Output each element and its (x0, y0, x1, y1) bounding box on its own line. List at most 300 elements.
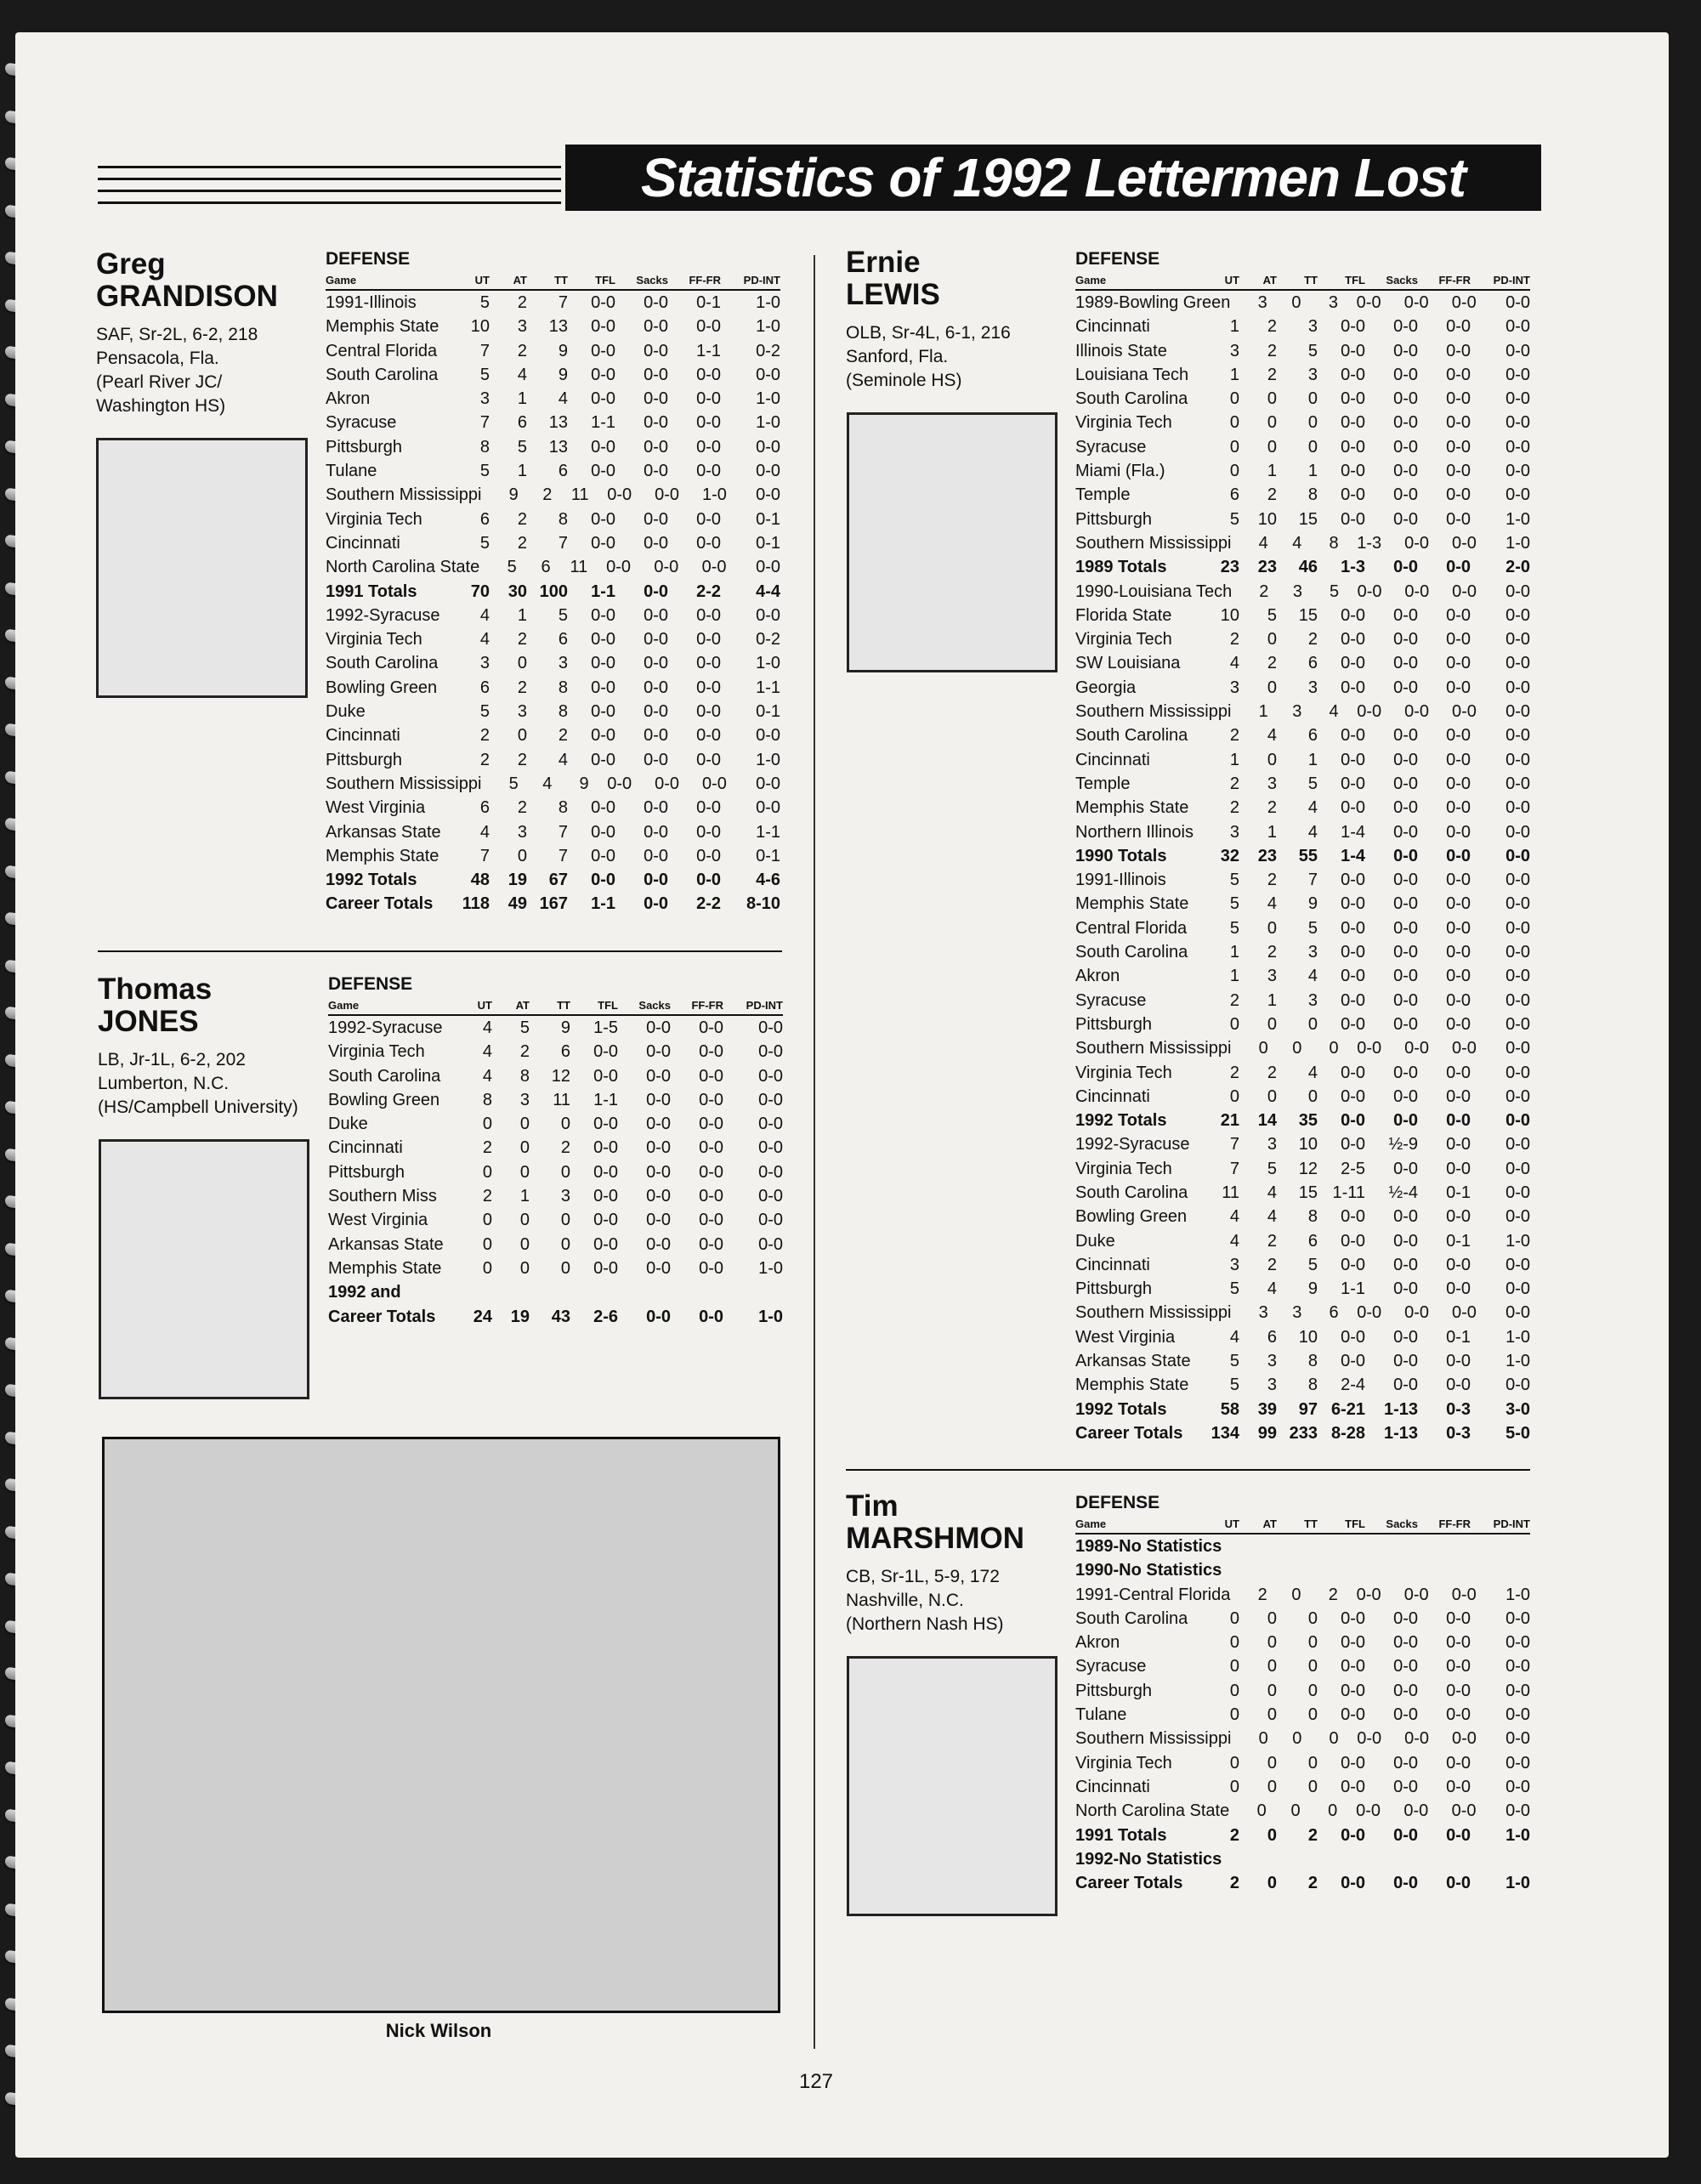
stat-cell: 2 (479, 750, 490, 769)
stat-cell: 48 (470, 871, 490, 890)
stat-cell: 0-0 (1357, 1729, 1382, 1749)
stat-cell: 0-2 (756, 341, 780, 360)
stats-row (1075, 291, 1530, 315)
player-info (98, 1048, 298, 1120)
stat-cell: 0-0 (1341, 1063, 1365, 1082)
stat-cell: 0-0 (696, 413, 721, 433)
stat-cell: 0-0 (1446, 1086, 1471, 1106)
game-cell: 1992-Syracuse (328, 1018, 443, 1037)
stat-cell: 24 (473, 1307, 492, 1326)
game-cell: Career Totals (1075, 1874, 1183, 1893)
stat-cell: 0-0 (1505, 1063, 1530, 1082)
stat-cell: 167 (539, 894, 568, 914)
stat-cell: 0-0 (1341, 1231, 1365, 1251)
stat-cell: 0-0 (591, 389, 615, 409)
stat-cell: 0-0 (1505, 1705, 1530, 1725)
stat-cell: 2 (1267, 871, 1277, 890)
stat-cell: 2 (1267, 1255, 1277, 1274)
stat-cell: 4 (1329, 702, 1339, 722)
stat-cell: 0-0 (1446, 317, 1471, 337)
stat-cell: 0-0 (1341, 1111, 1365, 1131)
stat-cell: 0-0 (655, 485, 679, 505)
stats-row (1075, 1373, 1530, 1397)
stat-cell: 0-0 (1446, 846, 1471, 865)
stat-cell: 0-1 (1446, 1183, 1471, 1202)
stat-cell: 0-0 (756, 365, 780, 384)
stat-cell: 4-6 (756, 871, 780, 890)
column-header: Sacks (636, 274, 668, 286)
stat-cell: 1-1 (756, 822, 780, 842)
stat-cell: 0 (1292, 1039, 1302, 1058)
stats-row (1075, 435, 1530, 459)
stat-cell: 0 (517, 654, 527, 673)
stat-cell: 0-0 (1393, 1327, 1418, 1347)
stat-cell (618, 1280, 671, 1304)
stat-cell: 0 (1267, 1608, 1277, 1628)
stat-cell (1475, 1847, 1530, 1871)
stat-cell: 5 (1229, 1376, 1239, 1395)
stats-row (326, 435, 780, 459)
stat-cell: 0 (1267, 750, 1277, 769)
stat-cell: 0-0 (1505, 630, 1530, 650)
stat-cell: 0-0 (591, 654, 615, 673)
stats-row (326, 868, 780, 892)
stat-cell: 0-0 (646, 1187, 671, 1206)
stat-cell: 0-0 (1393, 1159, 1418, 1178)
stat-cell: 0-0 (593, 1234, 618, 1254)
game-cell: Memphis State (1075, 1376, 1189, 1395)
stats-row (328, 1305, 783, 1329)
stats-row (328, 1016, 783, 1040)
stat-cell: 2 (1229, 630, 1239, 650)
game-cell: Cincinnati (1075, 1086, 1150, 1106)
stat-cell: 0-0 (1341, 918, 1365, 938)
stat-cell: 4 (1258, 533, 1268, 553)
stats-row (1075, 1421, 1530, 1445)
stat-cell: 0-0 (646, 1258, 671, 1278)
stat-cell: 0-0 (1446, 822, 1471, 842)
stat-cell: 0-0 (758, 1115, 783, 1134)
stat-cell: 0 (1307, 1633, 1318, 1653)
stat-cell: 2 (517, 293, 527, 312)
game-cell: Syracuse (1075, 437, 1147, 457)
stat-cell: 2 (1229, 1825, 1239, 1845)
column-header: UT (477, 999, 492, 1012)
stat-cell (1333, 1534, 1377, 1558)
stat-cell: 0-0 (1505, 846, 1530, 865)
stat-cell: 0-0 (1505, 1657, 1530, 1676)
stat-cell: 67 (548, 871, 568, 890)
column-header: UT (1224, 1517, 1239, 1530)
stat-cell: 1 (1229, 750, 1239, 769)
game-cell: 1990-No Statistics (1075, 1561, 1222, 1580)
stat-cell: 0-0 (591, 293, 615, 312)
stat-cell: 5 (1267, 605, 1277, 625)
stat-cell: 2 (517, 509, 527, 529)
stat-cell: 1 (1229, 943, 1239, 962)
stats-row (1075, 1277, 1530, 1301)
stat-cell: 0-0 (1446, 1825, 1471, 1845)
stat-cell: 0-0 (696, 509, 721, 529)
stat-cell: 0-0 (591, 798, 615, 818)
stat-cell: 0-0 (696, 630, 721, 650)
stats-row (326, 315, 780, 338)
stats-row (326, 844, 780, 868)
stat-cell: 0-0 (1446, 1279, 1471, 1299)
stat-cell: 1 (519, 1187, 530, 1206)
stat-cell (723, 1280, 783, 1304)
game-cell: 1992 Totals (1075, 1399, 1167, 1419)
stat-cell: 0-0 (1403, 1585, 1429, 1604)
game-cell: Miami (Fla.) (1075, 462, 1165, 481)
player-info (96, 323, 258, 418)
stats-row (1075, 772, 1530, 796)
stats-row (326, 531, 780, 555)
stat-cell: 3 (1267, 967, 1277, 986)
stat-cell: 0-0 (1393, 558, 1418, 577)
stats-row (1075, 1013, 1530, 1036)
stat-cell: 3 (1307, 943, 1318, 962)
stat-cell: 9 (579, 774, 589, 793)
stat-cell: 1-1 (1341, 1279, 1365, 1299)
stat-cell: 0-0 (1446, 798, 1471, 818)
column-header: AT (1262, 274, 1277, 286)
stat-cell: 2 (1229, 1063, 1239, 1082)
game-cell: Pittsburgh (328, 1162, 405, 1182)
stat-cell: 3 (560, 1187, 570, 1206)
stats-row (326, 555, 780, 579)
stat-cell: 0 (560, 1258, 570, 1278)
stats-row (328, 1160, 783, 1184)
stat-cell: 0-0 (699, 1018, 723, 1037)
stat-cell: 1-1 (593, 1090, 618, 1109)
stat-cell: 4 (482, 1042, 492, 1062)
stat-cell: 0 (1329, 1729, 1339, 1749)
stat-cell: 2 (519, 1042, 530, 1062)
column-divider (814, 255, 815, 2049)
player-name (98, 973, 212, 1038)
stat-cell: 35 (1298, 1111, 1318, 1131)
stats-row (1075, 555, 1530, 579)
stat-cell: 8 (1307, 485, 1318, 505)
stat-cell: 2 (517, 678, 527, 697)
stat-cell: 0-0 (591, 846, 615, 865)
game-cell: Cincinnati (326, 533, 400, 553)
stat-cell: 0-0 (1341, 774, 1365, 793)
stat-cell: 0 (1307, 1014, 1318, 1034)
stat-cell: 0 (1267, 413, 1277, 433)
stat-cell (1222, 1534, 1260, 1558)
stat-cell: 0-0 (1393, 1279, 1418, 1299)
stat-cell (1260, 1534, 1295, 1558)
stat-cell: 0-0 (1393, 1608, 1418, 1628)
stat-cell: 0-0 (1446, 774, 1471, 793)
stat-cell: 0-0 (1505, 822, 1530, 842)
stat-cell: 5 (1307, 341, 1318, 360)
stat-cell: 0 (1229, 413, 1239, 433)
column-header: TFL (1345, 274, 1365, 286)
stat-cell: 23 (1257, 846, 1277, 865)
stat-cell: 0-0 (1505, 871, 1530, 890)
stat-cell: 0-0 (1446, 365, 1471, 384)
stat-cell: 0-0 (607, 485, 632, 505)
stat-cell: 0-0 (696, 750, 721, 769)
game-cell: West Virginia (328, 1211, 428, 1230)
stat-cell: 0-0 (1505, 1039, 1530, 1058)
stat-cell: 0 (1256, 1801, 1267, 1821)
stat-cell: 0-0 (1505, 1159, 1530, 1178)
stat-cell: 0 (519, 1258, 530, 1278)
stat-cell: 13 (548, 317, 568, 337)
stat-cell: 4 (1267, 726, 1277, 746)
stat-cell: 0-0 (593, 1138, 618, 1158)
stat-cell: 0 (1307, 1657, 1318, 1676)
stat-cell: 0-0 (646, 1234, 671, 1254)
stat-cell: 0-0 (1393, 1086, 1418, 1106)
stat-cell: 0-0 (1505, 726, 1530, 746)
stat-cell: 233 (1289, 1423, 1318, 1443)
stat-cell: 5 (479, 365, 490, 384)
player-photo (99, 1139, 309, 1399)
stat-cell: 0-0 (1451, 533, 1477, 553)
stat-cell: 0 (1229, 1753, 1239, 1773)
stat-cell: 5 (479, 533, 490, 553)
game-cell: Southern Mississippi (326, 485, 482, 505)
stat-cell: 0-0 (1452, 581, 1477, 601)
column-header: AT (1262, 1517, 1277, 1530)
column-header: Game (328, 999, 360, 1012)
stat-cell: 1 (517, 462, 527, 481)
stat-cell: 1 (1307, 462, 1318, 481)
stat-cell: 0 (1267, 678, 1277, 697)
stat-cell: 0-0 (1404, 702, 1429, 722)
stat-cell: 2 (1307, 1874, 1318, 1893)
stat-cell: 0-0 (1393, 1633, 1418, 1653)
stat-cell: 0-0 (591, 822, 615, 842)
stat-cell: 0-0 (591, 317, 615, 337)
stat-cell: 0-2 (756, 630, 780, 650)
hometown-line: Pensacola, Fla. (96, 349, 219, 368)
stat-cell: 0-0 (1505, 1801, 1531, 1821)
stat-cell: 4 (1229, 654, 1239, 673)
stat-cell: 1-0 (756, 654, 780, 673)
stat-cell: 1-0 (756, 317, 780, 337)
stat-cell: 0-0 (644, 822, 668, 842)
stat-cell: 1-11 (1332, 1183, 1365, 1202)
stat-cell: 19 (507, 871, 527, 890)
stat-cell: 0-0 (1446, 654, 1471, 673)
game-cell: South Carolina (1075, 1183, 1188, 1202)
stat-cell: 0-0 (644, 702, 668, 722)
game-cell: Northern Illinois (1075, 822, 1194, 842)
game-cell: Southern Mississippi (1075, 702, 1232, 722)
stats-header (1075, 272, 1530, 291)
stat-cell: 0-1 (756, 509, 780, 529)
stat-cell: 4 (558, 750, 568, 769)
stat-cell: 0-0 (1505, 365, 1530, 384)
hometown-line: Sanford, Fla. (846, 347, 949, 366)
title-rule (98, 190, 561, 192)
game-cell: 1992-No Statistics (1075, 1849, 1222, 1869)
stat-cell: 2 (1229, 774, 1239, 793)
stat-cell: 0-0 (593, 1258, 618, 1278)
stats-row (1075, 989, 1530, 1013)
stat-cell: 0-0 (1505, 1681, 1530, 1700)
first-name: Greg (96, 247, 166, 281)
stat-cell: 8 (1307, 1207, 1318, 1227)
column-header: Game (1075, 274, 1107, 286)
stat-cell: 2 (1307, 1825, 1318, 1845)
stat-cell: 0-0 (1446, 1014, 1471, 1034)
column-header: FF-FR (691, 999, 723, 1012)
stat-cell: 0-0 (696, 389, 721, 409)
stat-cell: 8-28 (1330, 1423, 1365, 1443)
last-name: JONES (98, 1005, 199, 1038)
stats-row (1075, 580, 1530, 604)
stats-row (1075, 796, 1530, 820)
stat-cell: 0-0 (1451, 293, 1477, 312)
stats-row (1075, 1679, 1530, 1703)
game-cell: Virginia Tech (328, 1042, 425, 1062)
stat-cell: 0-0 (1446, 1705, 1471, 1725)
stats-row (1075, 1109, 1530, 1132)
stat-cell: 0-0 (1403, 1801, 1429, 1821)
stat-cell (1426, 1847, 1475, 1871)
stat-cell: 0-0 (1393, 630, 1418, 650)
stat-cell: 0-0 (1393, 1111, 1418, 1131)
stat-cell: 0 (1229, 1086, 1239, 1106)
game-cell: 1991 Totals (1075, 1825, 1167, 1845)
column-header: Sacks (638, 999, 671, 1012)
stats-header (326, 272, 780, 291)
stat-cell: 0-0 (1505, 750, 1530, 769)
stat-cell: 0-0 (756, 437, 780, 457)
stats-row (1075, 1534, 1530, 1558)
stat-cell: 2 (1267, 365, 1277, 384)
game-cell: West Virginia (1075, 1327, 1176, 1347)
section-rule (846, 1469, 1530, 1471)
stat-cell: 4 (1267, 1207, 1277, 1227)
stat-cell: 2 (517, 750, 527, 769)
stats-row (1075, 508, 1530, 531)
stat-cell: 0-0 (696, 822, 721, 842)
stat-cell: 0-0 (1341, 1608, 1365, 1628)
stat-cell: 0-0 (696, 317, 721, 337)
stat-cell: 14 (1257, 1111, 1277, 1131)
stat-cell: 0-0 (1505, 1633, 1530, 1653)
stat-cell: 0-0 (699, 1138, 723, 1158)
stat-cell: 0-0 (1451, 1039, 1477, 1058)
stat-cell (1260, 1847, 1295, 1871)
game-cell: Memphis State (326, 846, 439, 865)
stat-cell: 0 (1307, 1681, 1318, 1700)
stat-cell: 2 (1257, 1585, 1267, 1604)
stat-cell: 0-0 (1505, 1135, 1530, 1154)
stat-cell: 0 (1291, 1585, 1301, 1604)
stats-row (1075, 1301, 1530, 1325)
stat-cell: 8 (479, 437, 490, 457)
stat-cell: 0-0 (701, 558, 727, 577)
stat-cell: 0-0 (756, 462, 780, 481)
stat-cell: 0-0 (644, 846, 668, 865)
column-header: FF-FR (1438, 274, 1471, 286)
stat-cell: 0-0 (1505, 990, 1530, 1010)
stat-cell: 2-2 (696, 581, 721, 601)
stat-cell: 2 (1307, 630, 1318, 650)
stat-cell: 0-0 (1341, 509, 1365, 529)
column-header: AT (513, 274, 527, 286)
stat-cell: 0-0 (758, 1234, 783, 1254)
first-name: Thomas (98, 973, 213, 1006)
section-label: DEFENSE (326, 249, 411, 269)
stat-cell: 0-0 (1341, 750, 1365, 769)
stat-cell: 118 (462, 894, 490, 914)
stats-row (326, 651, 780, 675)
stat-cell: 0 (1328, 1801, 1338, 1821)
stat-cell: 0-0 (646, 1066, 671, 1086)
stat-cell: 5 (1229, 918, 1239, 938)
stats-row (1075, 1775, 1530, 1799)
game-cell: 1989-Bowling Green (1075, 293, 1231, 312)
stat-cell: 2 (517, 341, 527, 360)
game-cell: Cincinnati (1075, 750, 1150, 769)
stat-cell: 11 (553, 1090, 570, 1109)
stat-cell: 5 (519, 1018, 530, 1037)
stat-cell: 13 (548, 413, 568, 433)
stat-cell: 8-10 (746, 894, 780, 914)
game-cell: Central Florida (1075, 918, 1188, 938)
stats-row (326, 411, 780, 434)
column-header: FF-FR (1438, 1517, 1471, 1530)
stat-cell: 11 (1222, 1183, 1239, 1202)
game-cell: Memphis State (1075, 798, 1189, 818)
stat-cell: 15 (1298, 509, 1318, 529)
game-cell: Louisiana Tech (1075, 365, 1189, 384)
stat-cell: 43 (551, 1307, 570, 1326)
stat-cell: 0-0 (1451, 702, 1477, 722)
stat-cell: 0-0 (1393, 726, 1418, 746)
stat-cell: 0-0 (758, 1187, 783, 1206)
stats-row (326, 748, 780, 772)
stat-cell: 1 (1267, 462, 1277, 481)
stat-cell: 0 (560, 1115, 570, 1134)
stats-row (328, 1064, 783, 1088)
stats-row (1075, 339, 1530, 363)
game-cell: Bowling Green (328, 1090, 440, 1109)
game-cell: Career Totals (328, 1307, 436, 1326)
game-cell: SW Louisiana (1075, 654, 1181, 673)
stat-cell: 1-1 (756, 678, 780, 697)
stat-cell: 3 (479, 654, 490, 673)
stat-cell: 0 (1307, 1608, 1318, 1628)
stats-row (1075, 940, 1530, 964)
stats-row (326, 339, 780, 363)
stat-cell (1222, 1558, 1260, 1582)
stats-table (1075, 247, 1530, 1445)
stat-cell: 0-0 (1357, 1039, 1382, 1058)
stat-cell: 0-0 (1505, 485, 1530, 505)
game-cell: Syracuse (1075, 990, 1147, 1010)
stat-cell: 0 (1307, 1777, 1318, 1796)
stat-cell: 0-0 (644, 798, 668, 818)
stat-cell: 0-0 (593, 1115, 618, 1134)
stat-cell: 0-0 (1393, 1063, 1418, 1082)
stat-cell: 0-3 (1446, 1423, 1471, 1443)
stat-cell: 0 (1229, 1014, 1239, 1034)
stat-cell: 0-0 (591, 437, 615, 457)
stat-cell: 5 (1330, 581, 1340, 601)
stat-cell: 4 (542, 774, 553, 793)
